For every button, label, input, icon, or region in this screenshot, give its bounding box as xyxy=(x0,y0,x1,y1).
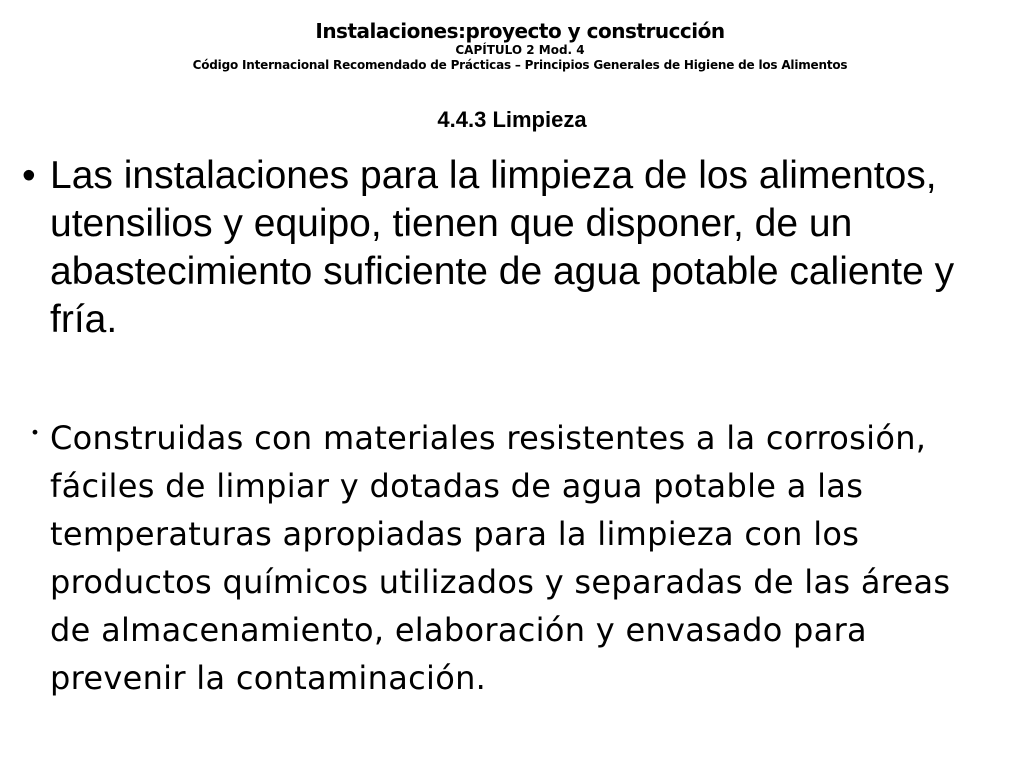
code-subtitle: Código Internacional Recomendado de Prácticas – Principios Generales de Higiene de los Alimentos xyxy=(192,57,848,72)
bullet-text: Construidas con materiales resistentes a la corrosión, fáciles de limpiar y dotadas de agua potable a las temperaturas apropiadas para la limpieza con los productos químicos utilizados y separadas de las áreas de almacenamiento, elaboración y envasado para prevenir la contaminación. xyxy=(50,419,951,697)
chapter-label: CAPÍTULO 2 Mod. 4 xyxy=(455,43,585,57)
section-heading: 4.4.3 Limpieza xyxy=(437,107,587,132)
bullet-text: Las instalaciones para la limpieza de los alimentos, utensilios y equipo, tienen que disponer, de un abastecimiento suficiente de agua potable caliente y fría. xyxy=(50,154,955,341)
bullet-marker: ・ xyxy=(22,419,49,449)
bullet-item xyxy=(22,152,982,344)
bullet-item xyxy=(22,414,982,702)
slide-header xyxy=(0,20,1024,73)
slide-title: Instalaciones:proyecto y construcción xyxy=(315,19,725,43)
bullet-marker: • xyxy=(22,154,36,197)
